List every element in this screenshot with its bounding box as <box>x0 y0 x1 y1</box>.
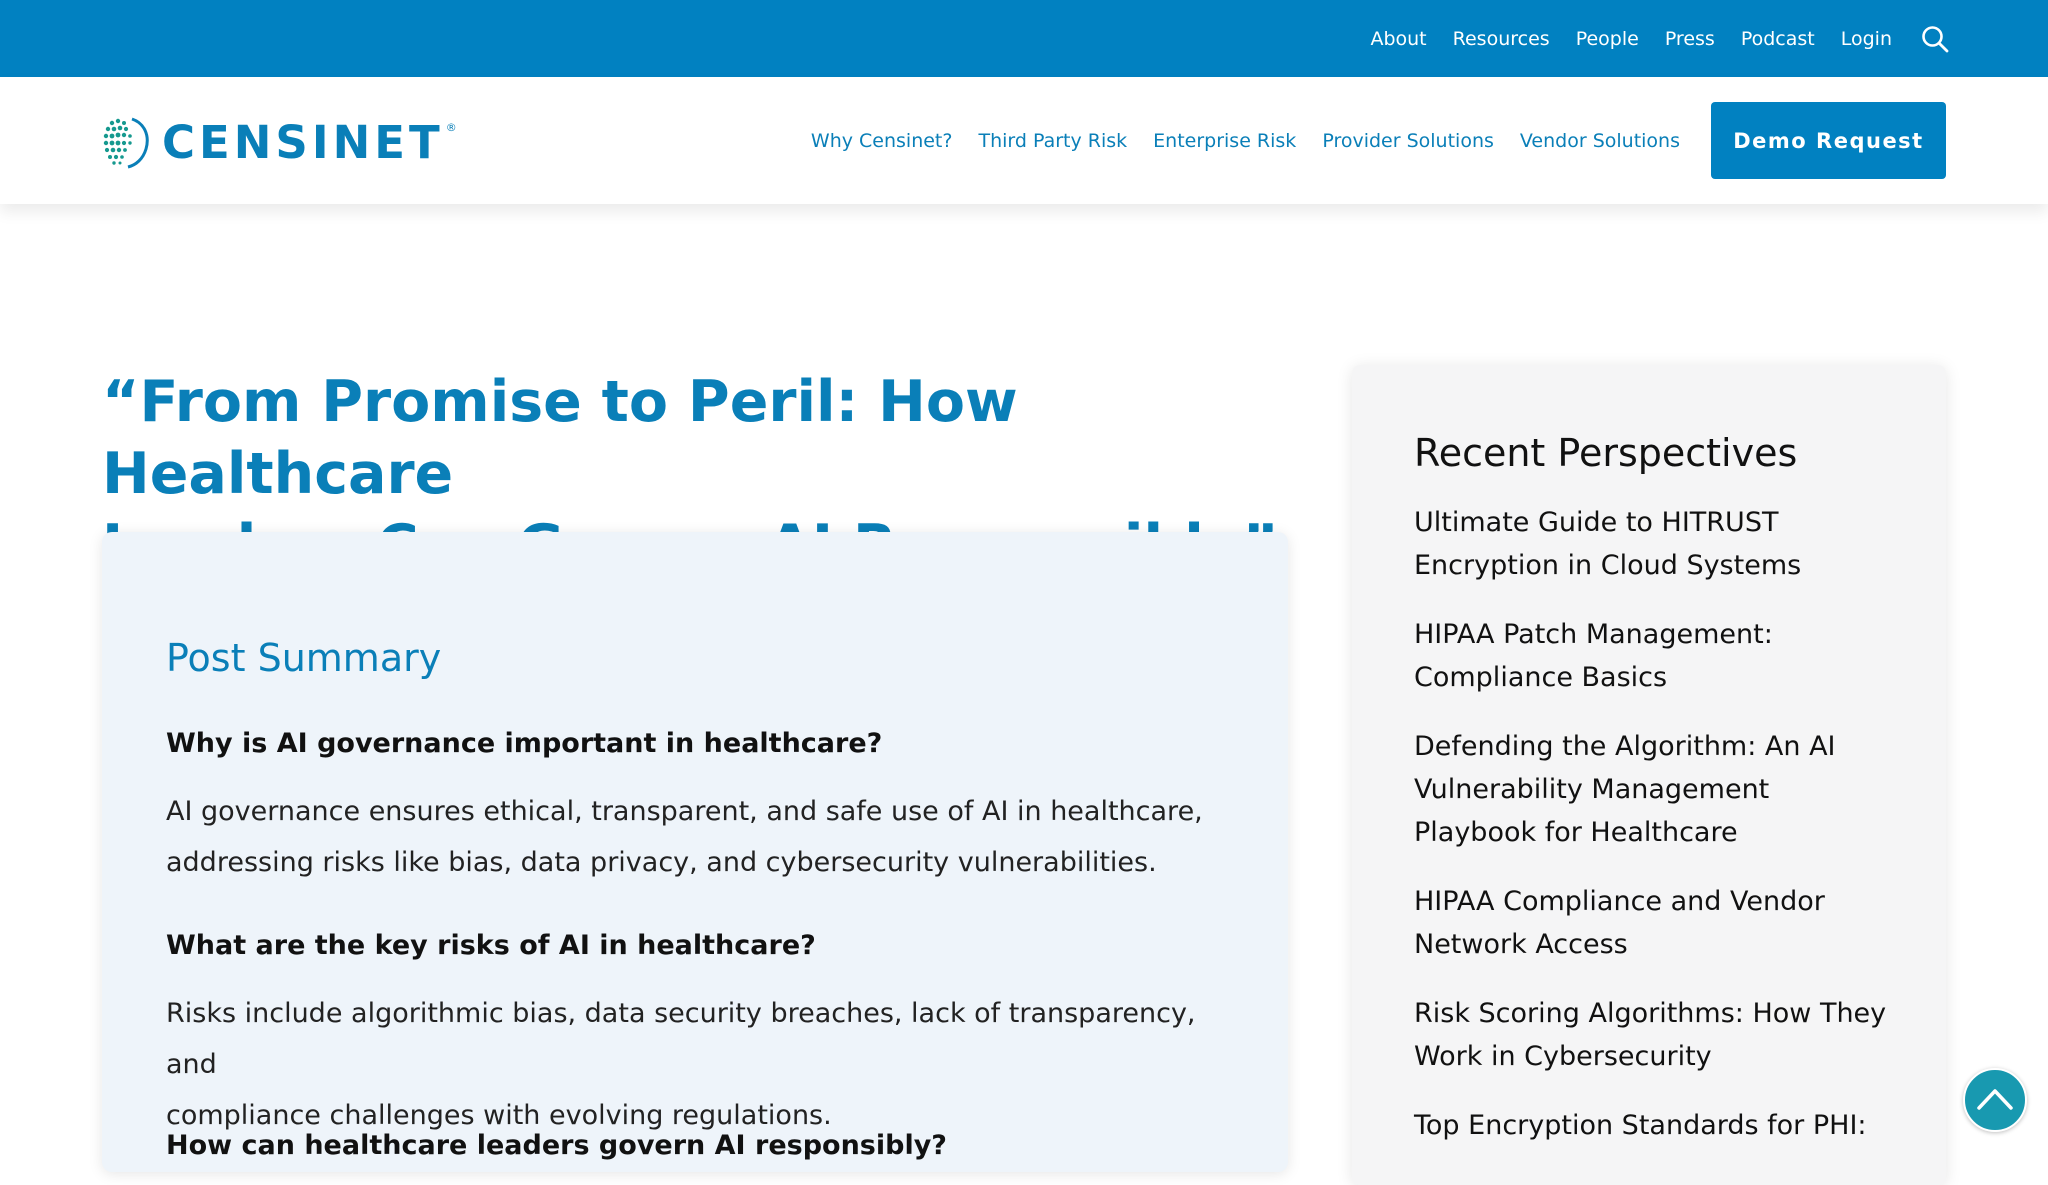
utility-link-about[interactable]: About <box>1370 27 1427 50</box>
search-icon[interactable] <box>1920 24 1950 54</box>
article-title-line-1: “From Promise to Peril: How Healthcare <box>102 369 1018 507</box>
chevron-up-icon <box>1965 1070 2025 1130</box>
scroll-to-top-button[interactable] <box>1963 1068 2027 1132</box>
utility-link-resources[interactable]: Resources <box>1452 27 1550 50</box>
site-header <box>0 77 2048 204</box>
list-item-line: HIPAA Compliance and Vendor <box>1414 886 1825 917</box>
censinet-logo[interactable] <box>102 115 457 169</box>
list-item[interactable] <box>1414 880 1914 966</box>
utility-link-people[interactable]: People <box>1575 27 1639 50</box>
summary-answer-2-line-2: compliance challenges with evolving regulations. <box>166 1100 832 1131</box>
summary-question-3: How can healthcare leaders govern AI responsibly? <box>166 1130 947 1161</box>
summary-answer-2-line-1: Risks include algorithmic bias, data security breaches, lack of transparency, and <box>166 998 1196 1080</box>
summary-question-1: Why is AI governance important in healthcare? <box>166 728 883 759</box>
main-nav <box>785 77 1680 204</box>
list-item-line: Compliance Basics <box>1414 662 1668 693</box>
post-summary-card <box>102 532 1288 1172</box>
recent-perspectives-sidebar <box>1352 365 1946 1185</box>
list-item[interactable] <box>1414 725 1914 854</box>
nav-enterprise-risk[interactable]: Enterprise Risk <box>1153 129 1297 152</box>
nav-vendor-solutions[interactable]: Vendor Solutions <box>1519 129 1680 152</box>
list-item-line: HIPAA Patch Management: <box>1414 619 1773 650</box>
summary-answer-1-line-2: addressing risks like bias, data privacy, and cybersecurity vulnerabilities. <box>166 847 1157 878</box>
recent-perspectives-list <box>1414 501 1914 1173</box>
sidebar-title: Recent Perspectives <box>1414 431 1798 475</box>
nav-third-party-risk[interactable]: Third Party Risk <box>978 129 1128 152</box>
list-item-line: Playbook for Healthcare <box>1414 817 1738 848</box>
list-item-line: Defending the Algorithm: An AI <box>1414 731 1836 762</box>
summary-answer-1 <box>166 786 1226 888</box>
utility-nav <box>1344 0 1950 77</box>
summary-answer-2 <box>166 988 1226 1141</box>
nav-why-censinet[interactable]: Why Censinet? <box>810 129 953 152</box>
censinet-dot-globe-icon <box>102 115 156 169</box>
utility-link-login[interactable]: Login <box>1840 27 1892 50</box>
list-item-line: Vulnerability Management <box>1414 774 1770 805</box>
list-item[interactable] <box>1414 613 1914 699</box>
logo-registered-mark: ® <box>445 121 457 134</box>
summary-question-2: What are the key risks of AI in healthcare? <box>166 930 816 961</box>
list-item[interactable] <box>1414 992 1914 1078</box>
list-item-line: Encryption in Cloud Systems <box>1414 550 1802 581</box>
logo-wordmark: CENSINET <box>162 115 444 169</box>
list-item-line: Risk Scoring Algorithms: How They <box>1414 998 1887 1029</box>
top-utility-bar <box>0 0 2048 77</box>
list-item[interactable] <box>1414 501 1914 587</box>
nav-provider-solutions[interactable]: Provider Solutions <box>1322 129 1494 152</box>
demo-request-button[interactable]: Demo Request <box>1711 102 1946 179</box>
summary-answer-1-line-1: AI governance ensures ethical, transparent, and safe use of AI in healthcare, <box>166 796 1203 827</box>
utility-link-podcast[interactable]: Podcast <box>1740 27 1815 50</box>
utility-link-press[interactable]: Press <box>1664 27 1715 50</box>
list-item-line: Work in Cybersecurity <box>1414 1041 1712 1072</box>
post-summary-title: Post Summary <box>166 636 442 680</box>
list-item-line: Network Access <box>1414 929 1628 960</box>
list-item-line: Ultimate Guide to HITRUST <box>1414 507 1779 538</box>
list-item[interactable] <box>1414 1104 1914 1147</box>
list-item-line: Top Encryption Standards for PHI: <box>1414 1110 1867 1141</box>
